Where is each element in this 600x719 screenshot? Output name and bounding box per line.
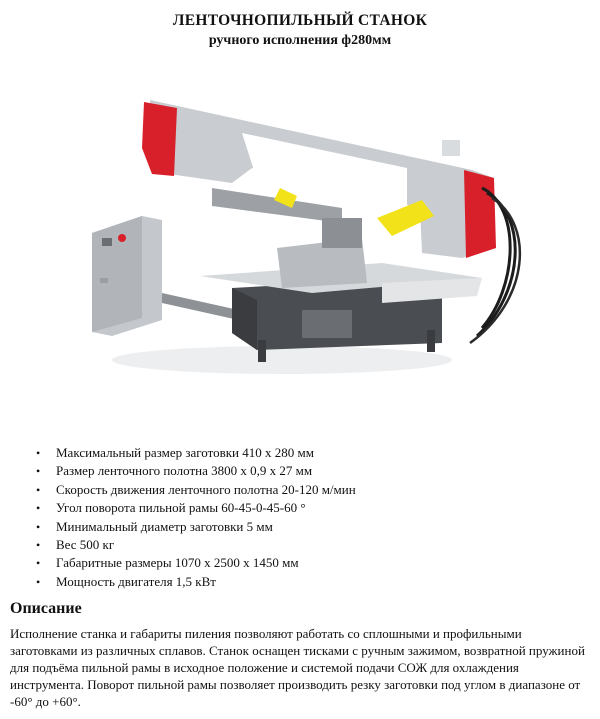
spec-item: • Габаритные размеры 1070 х 2500 х 1450 мм xyxy=(34,554,356,572)
control-cabinet xyxy=(92,216,162,336)
description-heading: Описание xyxy=(10,600,82,617)
saw-frame xyxy=(142,100,496,258)
spec-item: • Мощность двигателя 1,5 кВт xyxy=(34,573,356,591)
spec-item: • Вес 500 кг xyxy=(34,536,356,554)
spec-item: • Минимальный диаметр заготовки 5 мм xyxy=(34,518,356,536)
page-title: ЛЕНТОЧНОПИЛЬНЫЙ СТАНОК xyxy=(172,12,428,29)
spec-item: • Скорость движения ленточного полотна 20-120 м/мин xyxy=(34,481,356,499)
description-text: Исполнение станка и габариты пиления позволяют работать со сплошными и профильными заготовками из различных сплавов. Станок оснащен тисками с ручным зажимом, возвратной пружиной для подъёма пильной рамы в исходное положение и системой подачи СОЖ для охлаждения инструмента. Поворот пильной рамы позволяет производить резку заготовки под углом в диапазоне от -60° до +60°. xyxy=(10,626,585,709)
spec-item: • Угол поворота пильной рамы 60-45-0-45-60 ° xyxy=(34,499,356,517)
specs-list xyxy=(34,444,356,591)
page-subtitle: ручного исполнения ф280мм xyxy=(208,33,392,48)
bandsaw-machine-image xyxy=(82,88,522,388)
spec-item: • Максимальный размер заготовки 410 х 280 мм xyxy=(34,444,356,462)
spec-item: • Размер ленточного полотна 3800 х 0,9 х 27 мм xyxy=(34,462,356,480)
